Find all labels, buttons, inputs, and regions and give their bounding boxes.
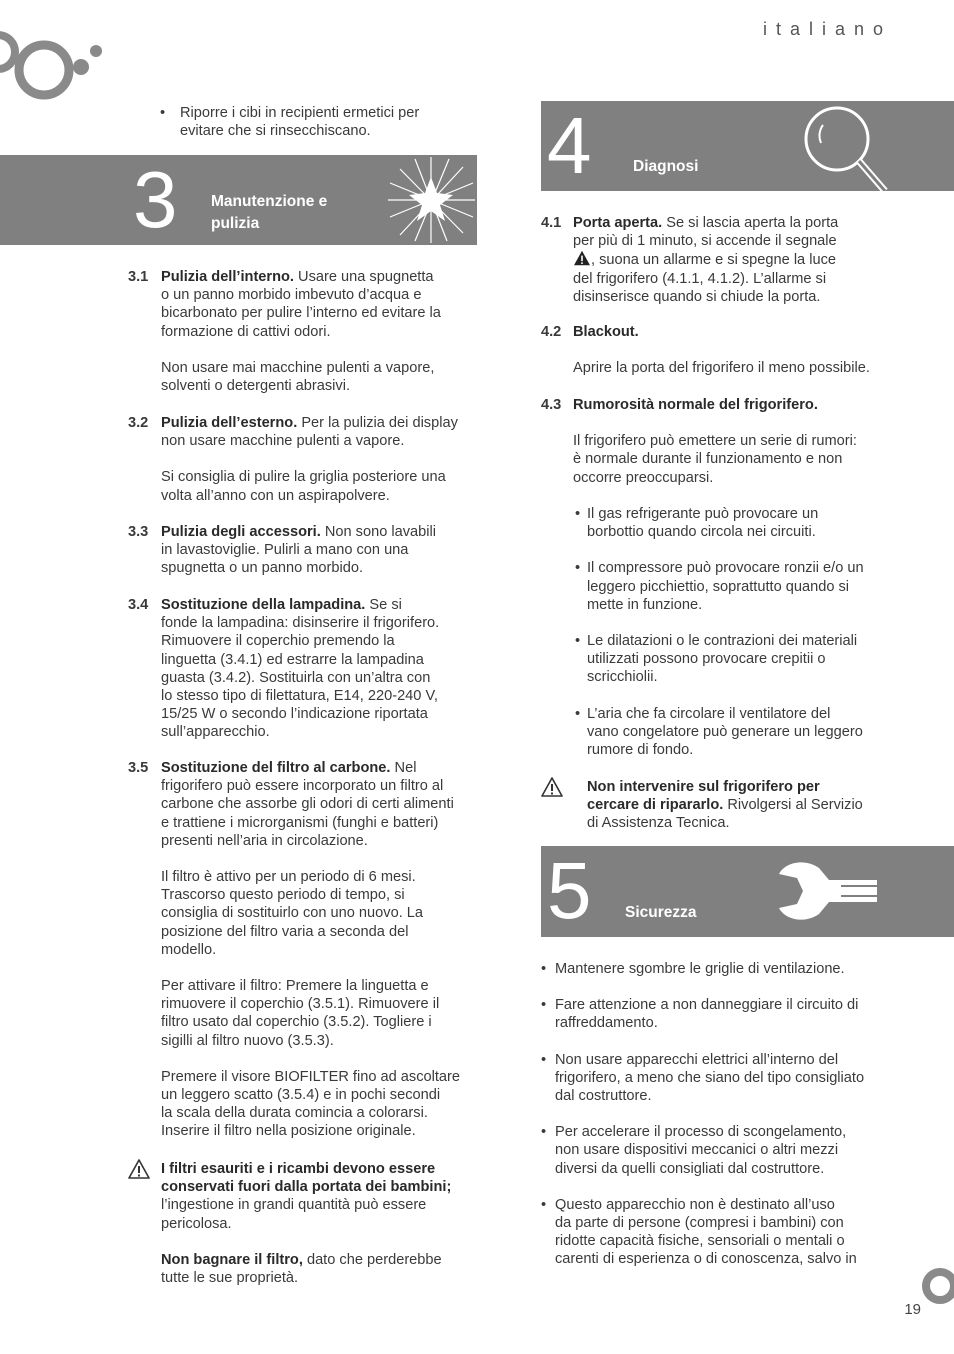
text-line: Non usare mai macchine pulenti a vapore, (161, 359, 435, 376)
section-number: 5 (547, 846, 592, 935)
text-line: guasta (3.4.2). Sostituirla con un’altra con (161, 669, 431, 686)
text-line: di Assistenza Tecnica. (587, 815, 730, 832)
noise-list (575, 505, 905, 759)
section-4-banner (541, 101, 954, 191)
list-item (541, 1196, 901, 1269)
warning-icon (128, 1159, 150, 1179)
item-number: 3.1 (128, 269, 149, 285)
text-line: diversi da quelli consigliati dal costruttore. (555, 1160, 825, 1177)
title-line: pulizia (211, 215, 260, 232)
text-line: vano congelatore può generare un leggero (587, 723, 863, 740)
section-title (211, 191, 327, 235)
item-title: Porta aperta. (573, 215, 663, 231)
text-line: leggero picchiettio, soprattutto quando si (587, 578, 850, 595)
text-line: Trascorso questo periodo di tempo, si (161, 887, 405, 904)
section-number: 4 (547, 101, 592, 190)
warning-icon (573, 250, 591, 266)
text-line: • L’aria che fa circolare il ventilatore del (587, 705, 831, 722)
text-line: Per la pulizia dei display (301, 415, 458, 431)
text-line: 15/25 W o secondo l’indicazione riportata (161, 706, 428, 723)
list-item (160, 104, 460, 140)
title-line: Manutenzione e (211, 193, 328, 210)
list-item (575, 559, 905, 614)
text-line: scricchiolii. (587, 669, 658, 686)
text-line: • Questo apparecchio non è destinato all’uso (555, 1196, 835, 1213)
list-item (541, 1051, 901, 1106)
text-line: occorre preoccuparsi. (573, 469, 714, 486)
text-line: non usare macchine pulenti a vapore. (161, 433, 405, 450)
bubbles-logo (0, 20, 110, 110)
warning-bold: conservati fuori dalla portata dei bambini; (161, 1179, 452, 1196)
magnifier-icon (799, 101, 899, 191)
text-line: in lavastoviglie. Pulirli a mano con una (161, 542, 409, 559)
text-line: da parte di persone (compresi i bambini) con (555, 1215, 844, 1232)
list-item (575, 505, 905, 541)
list-item (541, 996, 901, 1032)
item-title: Sostituzione del filtro al carbone. (161, 760, 391, 776)
text-line: o un panno morbido imbevuto d’acqua e (161, 287, 422, 304)
text-line: utilizzati possono provocare crepitii o (587, 651, 826, 668)
text-line: presenti nell’aria in circolazione. (161, 832, 368, 849)
section-5-banner (541, 846, 954, 937)
text-line: modello. (161, 941, 217, 958)
safety-list (541, 960, 901, 1269)
text-line: bicarbonato per pulire l’interno ed evitare la (161, 305, 441, 322)
item-title: Sostituzione della lampadina. (161, 597, 366, 613)
item-number: 3.2 (128, 415, 149, 431)
item-title: Pulizia degli accessori. (161, 524, 321, 540)
text-line: • Non usare apparecchi elettrici all’interno del (555, 1051, 839, 1068)
warning-bold: cercare di ripararlo. (587, 797, 724, 814)
item-text: Pulizia dell’interno. Usare una spugnetta (161, 269, 434, 285)
text-line: Per attivare il filtro: Premere la linguetta e (161, 978, 429, 995)
wrench-icon (771, 856, 881, 926)
section-number: 3 (133, 155, 178, 244)
text-line: sigilli al filtro nuovo (3.5.3). (161, 1032, 334, 1049)
text-line: disinserisce quando si chiude la porta. (573, 288, 821, 305)
item-number: 3.4 (128, 597, 149, 613)
warning-bold: I filtri esauriti e i ricambi devono essere (161, 1161, 436, 1177)
page-number: 19 (904, 1301, 921, 1318)
text-line: la scala della durata comincia a colorarsi. (161, 1105, 428, 1122)
list-item (575, 705, 905, 760)
text-line: Si consiglia di pulire la griglia posteriore una (161, 469, 446, 486)
section-title: Sicurezza (625, 904, 697, 921)
item-number: 4.1 (541, 215, 562, 231)
warning-icon (541, 777, 563, 797)
text-line: • Il gas refrigerante può provocare un (587, 506, 819, 522)
text-line: raffreddamento. (555, 1015, 658, 1032)
language-label: italiano (762, 19, 892, 39)
bubble-icon (920, 1266, 954, 1306)
text-line: l’ingestione in grandi quantità può essere (161, 1197, 427, 1214)
text-line: rumore di fondo. (587, 742, 694, 759)
text-line: Il frigorifero può emettere un serie di rumori: (573, 433, 857, 450)
text-line: pericolosa. (161, 1215, 232, 1232)
item-number: 4.3 (541, 397, 562, 413)
text-line: Inserire il filtro nella posizione originale. (161, 1123, 416, 1140)
item-number: 3.3 (128, 524, 149, 540)
text-line: posizione del filtro varia a seconda del (161, 923, 409, 940)
text-line: • Il compressore può provocare ronzii e/o un (587, 560, 864, 577)
text-line: carbone che assorbe gli odori di certi alimenti (161, 796, 454, 813)
text-line: mette in funzione. (587, 596, 703, 613)
text-line: • Le dilatazioni o le contrazioni dei materiali (587, 633, 858, 650)
item-title: Pulizia dell’esterno. (161, 415, 298, 431)
text-line: solventi o detergenti abrasivi. (161, 378, 351, 395)
text-line: volta all’anno con un aspirapolvere. (161, 487, 390, 504)
text-line: • Fare attenzione a non danneggiare il circuito di (555, 997, 859, 1014)
list-item (575, 632, 905, 687)
text-line: filtro usato dal coperchio (3.5.2). Togliere i (161, 1014, 432, 1031)
text-line: tutte le sue proprietà. (161, 1270, 299, 1287)
text-line: del frigorifero (4.1.1, 4.1.2). L’allarme si (573, 270, 827, 287)
text-line: carenti di esperienza o di conoscenza, salvo in (555, 1251, 857, 1268)
text-line: fonde la lampadina: disinserire il frigorifero. (161, 615, 440, 632)
text-line: dato che perderebbe (306, 1251, 442, 1268)
text-line: è normale durante il funzionamento e non (573, 451, 843, 468)
text-line: frigorifero può essere incorporato un filtro al (161, 778, 444, 795)
section-title: Diagnosi (633, 158, 699, 175)
list-item (541, 960, 901, 978)
text-line: Rimuovere il coperchio premendo la (161, 633, 395, 650)
text-line: • Per accelerare il processo di scongelamento, (555, 1124, 847, 1141)
text-line: , suona un allarme e si spegne la luce (591, 252, 837, 269)
item-number: 3.5 (128, 760, 149, 776)
text-line: Aprire la porta del frigorifero il meno possibile. (573, 360, 870, 377)
text-line: per più di 1 minuto, si accende il segnale (573, 233, 837, 250)
item-number: 4.2 (541, 324, 562, 340)
text-line: rimuovere il coperchio (3.5.1). Rimuovere il (161, 996, 440, 1013)
text-line: formazione di cattivi odori. (161, 323, 331, 340)
section-3-banner (0, 155, 477, 245)
text-line: non usare dispositivi meccanici o altri mezzi (555, 1142, 839, 1159)
text-line: Se si (369, 597, 402, 613)
item-title: Pulizia dell’interno. (161, 269, 294, 285)
warning-bold: Non bagnare il filtro, (161, 1251, 303, 1268)
text-line: Rivolgersi al Servizio (727, 797, 863, 814)
item-title: Rumorosità normale del frigorifero. (573, 397, 818, 413)
item-title: Blackout. (573, 324, 639, 340)
text-line: sull’apparecchio. (161, 724, 270, 741)
bullet-text: Riporre i cibi in recipienti ermetici per evitare che si rinsecchiscano. (180, 105, 420, 140)
text-line: Il filtro è attivo per un periodo di 6 mesi. (161, 869, 416, 886)
text-line: dal costruttore. (555, 1088, 652, 1105)
sparkle-icon (385, 155, 477, 245)
top-bullet (160, 104, 460, 140)
text-line: Premere il visore BIOFILTER fino ad ascoltare (161, 1068, 461, 1085)
text-line: frigorifero, a meno che siano del tipo consigliato (555, 1069, 865, 1086)
text-line: lo stesso tipo di filettatura, E14, 220-240 V, (161, 688, 438, 705)
text-line: linguetta (3.4.1) ed estrarre la lampadina (161, 651, 424, 668)
text-line: consiglia di sostituirlo con uno nuovo. La (161, 905, 424, 922)
text-line: e trattiene i microrganismi (funghi e batteri) (161, 814, 439, 831)
text-line: borbottio quando circola nei circuiti. (587, 524, 816, 541)
warning-bold: Non intervenire sul frigorifero per (587, 779, 820, 795)
list-item (541, 1123, 901, 1178)
text-line: Nel (394, 760, 417, 776)
text-line: Non sono lavabili (324, 524, 437, 540)
text-line: ridotte capacità fisiche, sensoriali o mentali o (555, 1233, 845, 1250)
text-line: spugnetta o un panno morbido. (161, 560, 364, 577)
text-line: • Mantenere sgombre le griglie di ventilazione. (555, 961, 845, 977)
text-line: Se si lascia aperta la porta (666, 215, 839, 231)
text-line: un leggero scatto (3.5.4) e in pochi secondi (161, 1087, 441, 1104)
